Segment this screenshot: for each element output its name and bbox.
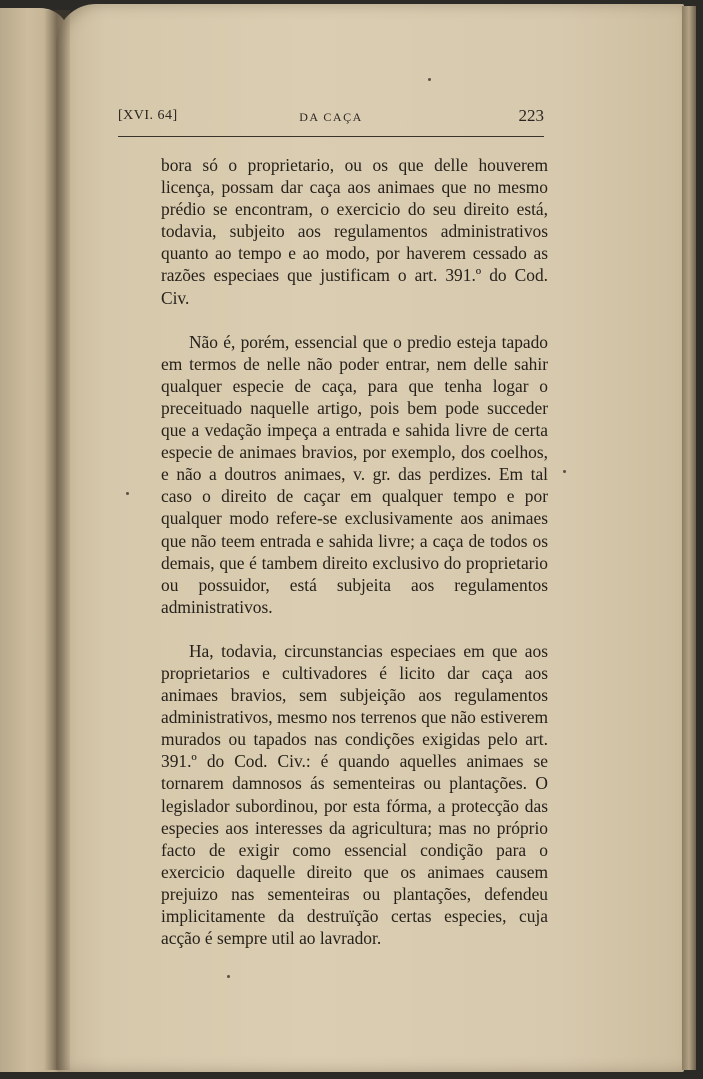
paper-speck: [563, 470, 566, 473]
book-gutter: [44, 10, 70, 1070]
paragraph: Não é, porém, essencial que o predio esteja tapado em termos de nelle não poder entrar, nem delle sahir qualquer especie de caça, para que tenha logar o preceituado naquelle artigo, pois bem pode succeder que a vedação impeça a entrada e sahida livre de certa especie de animaes bravios, por exemplo, dos coelhos, e não a doutros animaes, v. gr. das perdizes. Em tal caso o direito de caçar em qualquer tempo e por qualquer modo refere-se exclusivamente aos animaes que não teem entrada e sahida livre; a caça de todos os demais, que é tambem direito exclusivo do proprietario ou possuidor, está subjeita aos regulamentos administrativos.: [161, 331, 548, 617]
paper-speck: [428, 78, 431, 81]
paper-speck: [126, 492, 129, 495]
section-marker: [XVI. 64]: [118, 108, 178, 123]
page-stack-edge: [682, 6, 696, 1070]
page-number: 223: [518, 106, 544, 125]
header-rule: [118, 136, 544, 137]
paragraph: Ha, todavia, circunstancias especiaes em que aos proprietarios e cultivadores é licito dar caça aos animaes bravios, sem subjeição aos regulamentos administrativos, mesmo nos terrenos que não estiverem murados ou tapados nas condições exigidas pelo art. 391.º do Cod. Civ.: é quando aquelles animaes se tornarem damnosos ás sementeiras ou plantações. O legislador subordinou, por esta fórma, a protecção das especies aos interesses da agricultura; mas no próprio facto de exigir como essencial condição para o exercicio daquelle direito que os animaes causem prejuizo nas sementeiras ou plantações, defendeu implicitamente da destruïção certas especies, cuja acção é sempre util ao lavrador.: [161, 640, 548, 949]
paper-speck: [227, 975, 230, 978]
paragraph: bora só o proprietario, ou os que delle houverem licença, possam dar caça aos animaes que no mesmo prédio se encontram, o exercicio do seu direito está, todavia, subjeito aos regulamentos administrativos quanto ao tempo e ao modo, por haverem cessado as razões especiaes que justificam o art. 391.º do Cod. Civ.: [161, 155, 548, 308]
running-header: [118, 106, 544, 130]
body-text: [161, 154, 548, 949]
running-title: DA CAÇA: [299, 110, 363, 124]
